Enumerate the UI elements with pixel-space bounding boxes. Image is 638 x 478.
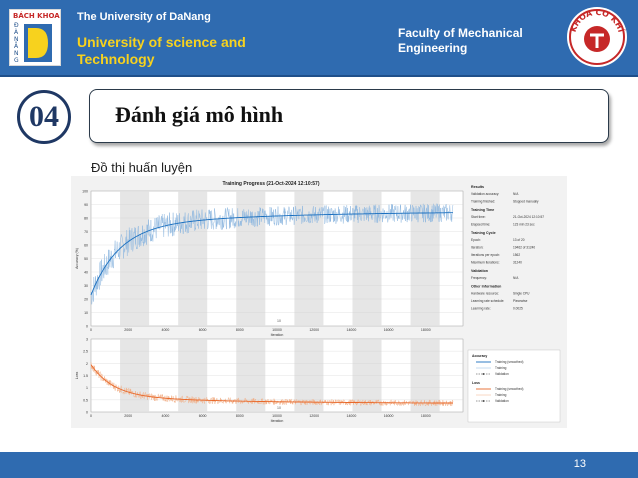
loss-tick-label: 3: [86, 337, 88, 342]
training-cycle-value: 19462 of 31240: [513, 245, 536, 250]
section-number: 04: [17, 90, 71, 144]
results-value: Stopped manually: [513, 199, 539, 204]
university-logo: [9, 9, 61, 66]
loss-xlabel: Iteration: [270, 419, 284, 423]
loss-legend-label: Training (smoothed): [495, 387, 524, 391]
accuracy-tick-label: 60: [84, 243, 88, 248]
training-cycle-header: Training Cycle: [471, 231, 496, 235]
loss-x-tick-label: 2000: [124, 414, 133, 418]
training-time-label: Elapsed time:: [471, 222, 491, 227]
slide-title: Đánh giá mô hình: [115, 102, 284, 127]
accuracy-x-tick-label: 2000: [124, 328, 133, 332]
training-cycle-label: Maximum iterations:: [471, 260, 500, 265]
loss-x-tick-label: 14000: [346, 414, 357, 418]
loss-x-tick-label: 16000: [383, 414, 394, 418]
plot-legend: [468, 350, 560, 422]
logo-vertical-text: Đ À N Ẵ N G: [14, 22, 19, 64]
accuracy-x-tick-label: 18000: [420, 328, 431, 332]
page-number: 13: [573, 458, 586, 470]
faculty-logo-text: KHOA CƠ KHÍ: [568, 7, 626, 34]
accuracy-x-tick-label: 10000: [272, 328, 282, 332]
loss-tick-label: 0: [86, 410, 88, 415]
accuracy-x-tick-label: 12000: [309, 328, 320, 332]
training-cycle-label: Iteration:: [471, 245, 484, 250]
faculty-name: Faculty of Mechanical Engineering: [398, 26, 523, 55]
training-cycle-value: 13 of 20: [513, 238, 525, 242]
accuracy-legend-marker: [483, 373, 485, 375]
loss-tick-label: 2: [86, 361, 88, 366]
training-cycle-label: Epoch:: [471, 238, 481, 242]
accuracy-tick-label: 90: [84, 203, 88, 207]
accuracy-x-tick-label: 4000: [161, 328, 170, 332]
training-time-header: Training Time: [471, 208, 495, 212]
other-info-value: Piecewise: [513, 299, 528, 303]
other-info-label: Hardware resource:: [471, 291, 499, 296]
university-name-big: University of science and Technology: [77, 34, 246, 67]
loss-x-tick-label: 12000: [309, 414, 320, 418]
validation-header: Validation: [471, 269, 488, 273]
loss-legend-label: Training: [495, 393, 507, 397]
slide-subtitle: Đồ thị huấn luyện: [91, 160, 193, 175]
footer-bar: [0, 452, 638, 478]
accuracy-x-tick-label: 14000: [346, 328, 357, 332]
accuracy-legend-label: Training: [495, 366, 507, 370]
header-bar: [0, 0, 638, 77]
accuracy-x-tick-label: 8000: [235, 328, 244, 332]
accuracy-tick-label: 80: [84, 216, 88, 221]
accuracy-tick-label: 30: [84, 284, 88, 288]
loss-epoch-marker: 10: [277, 406, 281, 410]
results-label: Validation accuracy:: [471, 192, 500, 196]
results-label: Training finished:: [471, 199, 496, 204]
logo-brand-text: BÁCH KHOA: [13, 12, 60, 20]
loss-x-tick-label: 18000: [420, 414, 431, 418]
accuracy-legend-header: Accuracy: [472, 354, 488, 358]
title-box: [89, 89, 609, 143]
accuracy-x-tick-label: 0: [90, 328, 92, 332]
training-cycle-label: Iterations per epoch:: [471, 253, 501, 257]
training-progress-figure: [71, 176, 567, 428]
other-info-label: Learning rate:: [471, 306, 491, 311]
other-info-header: Other Information: [471, 284, 502, 289]
loss-x-tick-label: 4000: [161, 414, 170, 418]
university-name-small: The University of DaNang: [77, 11, 211, 23]
loss-legend-label: Validation: [495, 399, 509, 403]
loss-tick-label: 2.5: [83, 349, 88, 354]
loss-x-tick-label: 6000: [198, 414, 207, 418]
training-time-label: Start time:: [471, 215, 486, 219]
accuracy-tick-label: 100: [82, 189, 88, 194]
accuracy-tick-label: 20: [84, 297, 88, 302]
results-value: N/A: [513, 192, 519, 196]
logo-d-mark-icon: [10, 10, 60, 65]
loss-tick-label: 1.5: [83, 374, 88, 378]
accuracy-epoch-marker: 10: [277, 319, 281, 323]
figure-title: Training Progress (21-Oct-2024 12:10:57): [222, 181, 320, 187]
training-cycle-value: 31240: [513, 260, 522, 265]
training-cycle-value: 1562: [513, 253, 521, 257]
accuracy-plot: [75, 190, 463, 338]
loss-tick-label: 0.5: [83, 398, 88, 403]
loss-legend-header: Loss: [472, 381, 480, 385]
other-info-value: 0.0025: [513, 306, 523, 311]
faculty-logo-icon: [566, 6, 628, 68]
accuracy-legend-label: Validation: [495, 372, 509, 376]
accuracy-tick-label: 10: [84, 311, 88, 315]
other-info-value: Single CPU: [513, 291, 530, 296]
training-time-value: 21-Oct-2024 12:10:57: [513, 215, 545, 219]
accuracy-xlabel: Iteration: [270, 333, 284, 337]
other-info-label: Learning rate schedule:: [471, 299, 505, 303]
accuracy-tick-label: 50: [84, 257, 88, 261]
loss-legend-marker: [483, 400, 485, 402]
loss-x-tick-label: 0: [90, 414, 92, 418]
loss-tick-label: 1: [86, 386, 88, 391]
accuracy-tick-label: 70: [84, 230, 88, 234]
accuracy-x-tick-label: 6000: [198, 328, 207, 332]
accuracy-x-tick-label: 16000: [383, 328, 394, 332]
loss-x-tick-label: 8000: [235, 414, 244, 418]
validation-value: N/A: [513, 276, 519, 280]
loss-plot: [75, 338, 463, 424]
loss-x-tick-label: 10000: [272, 414, 282, 418]
training-time-value: 123 min 23 sec: [513, 222, 535, 227]
accuracy-legend-label: Training (smoothed): [495, 360, 524, 364]
loss-ylabel: Loss: [75, 371, 79, 380]
accuracy-tick-label: 0: [86, 324, 88, 329]
validation-label: Frequency:: [471, 276, 487, 280]
results-header: Results: [471, 185, 484, 189]
accuracy-tick-label: 40: [84, 270, 88, 275]
accuracy-ylabel: Accuracy (%): [75, 248, 79, 269]
